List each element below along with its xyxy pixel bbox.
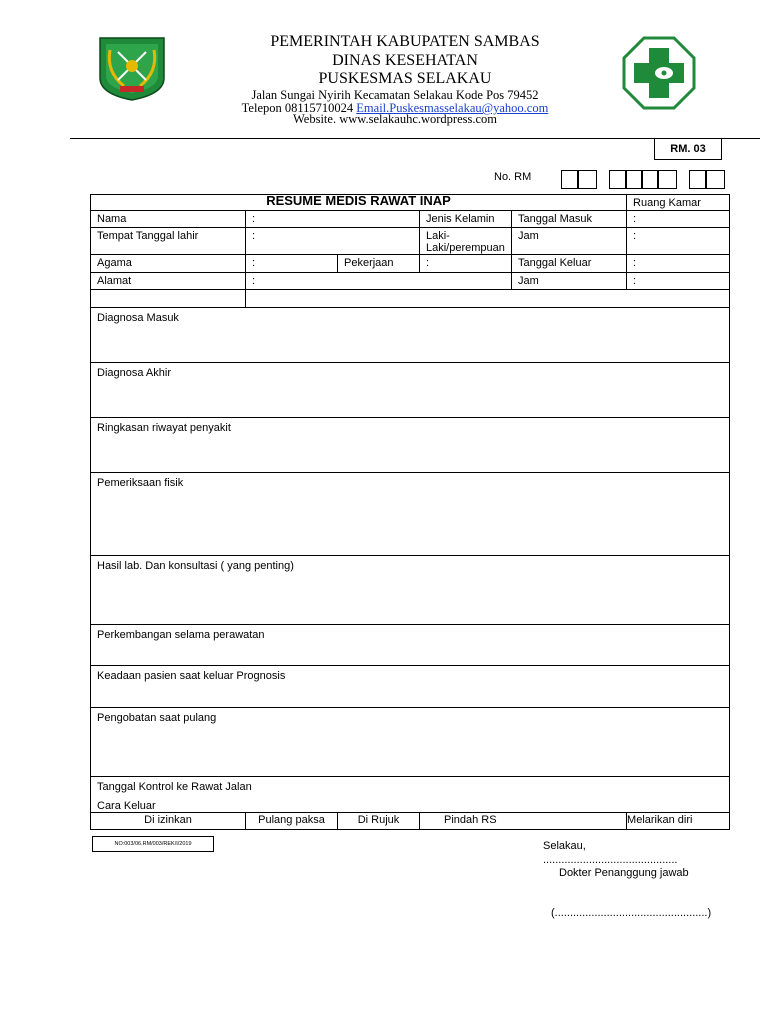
regency-emblem-icon [96,34,168,102]
tanggal-keluar-field[interactable]: : [627,255,730,273]
riwayat-penyakit-section[interactable]: Ringkasan riwayat penyakit [91,418,730,473]
header-email-link[interactable]: Email.Puskesmasselakau@yahoo.com [356,101,549,115]
diagnosa-masuk-section[interactable]: Diagnosa Masuk [91,308,730,363]
header-address: Jalan Sungai Nyirih Kecamatan Selakau Kode Pos 79452 [251,88,539,102]
pekerjaan-label: Pekerjaan [338,255,420,273]
rm-digit-box[interactable] [657,170,677,189]
perkembangan-section[interactable]: Perkembangan selama perawatan [91,625,730,666]
signature-name-line[interactable]: (..................................................) [551,907,712,919]
blank-cell[interactable] [246,290,730,308]
signature-role: Dokter Penanggung jawab [559,867,689,879]
cara-keluar-label: Cara Keluar [97,800,156,812]
header-department: DINAS KESEHATAN [332,52,478,69]
gender-option-line2: Laki/perempuan [426,242,505,254]
jam-keluar-field[interactable]: : [627,273,730,290]
signature-date-line[interactable]: ............................................ [543,854,678,866]
header-puskesmas: PUSKESMAS SELAKAU [318,70,492,87]
option-melarikan-diri[interactable]: Melarikan diri [627,813,730,830]
puskesmas-logo-icon [622,36,696,110]
tempat-tanggal-lahir-field[interactable]: : [246,228,420,255]
tanggal-masuk-field[interactable]: : [627,211,730,228]
rm-code-badge: RM. 03 [654,138,722,160]
rm-digit-box[interactable] [705,170,725,189]
tanggal-keluar-label: Tanggal Keluar [512,255,627,273]
agama-label: Agama [91,255,246,273]
jam-keluar-label: Jam [512,273,627,290]
kontrol-cara-keluar-section[interactable] [91,777,730,813]
jam-masuk-field[interactable]: : [627,228,730,255]
tempat-tanggal-lahir-label: Tempat Tanggal lahir [91,228,246,255]
header-phone: Telepon 08115710024 [241,101,354,115]
keadaan-keluar-section[interactable]: Keadaan pasien saat keluar Prognosis [91,666,730,708]
option-pindah-rs[interactable]: Pindah RS [420,813,627,830]
option-pulang-paksa[interactable]: Pulang paksa [246,813,338,830]
rm-digit-box[interactable] [577,170,597,189]
medical-resume-form [90,194,730,830]
gender-option-line1: Laki- [426,230,450,242]
jenis-kelamin-label: Jenis Kelamin [420,211,512,228]
ruang-kamar-label: Ruang Kamar [627,195,730,211]
alamat-field[interactable]: : [246,273,512,290]
tanggal-masuk-label: Tanggal Masuk [512,211,627,228]
agama-field[interactable]: : [246,255,338,273]
option-di-izinkan[interactable]: Di izinkan [91,813,246,830]
tanggal-kontrol-label: Tanggal Kontrol ke Rawat Jalan [97,781,252,793]
option-di-rujuk[interactable]: Di Rujuk [338,813,420,830]
blank-cell[interactable] [91,290,246,308]
signature-place: Selakau, [543,840,586,852]
document-number-stamp: NO:003/06.RM/003/REK/I/2019 [92,836,214,852]
diagnosa-akhir-section[interactable]: Diagnosa Akhir [91,363,730,418]
header-website: Website. www.selakauhc.wordpress.com [292,112,498,126]
jam-masuk-label: Jam [512,228,627,255]
pemeriksaan-fisik-section[interactable]: Pemeriksaan fisik [91,473,730,556]
pengobatan-pulang-section[interactable]: Pengobatan saat pulang [91,708,730,777]
alamat-label: Alamat [91,273,246,290]
gender-options[interactable] [420,228,512,255]
hasil-lab-section[interactable]: Hasil lab. Dan konsultasi ( yang penting) [91,556,730,625]
header-government: PEMERINTAH KABUPATEN SAMBAS [270,33,540,50]
form-title: RESUME MEDIS RAWAT INAP [91,195,627,211]
no-rm-label: No. RM [494,171,532,183]
pekerjaan-field[interactable]: : [420,255,512,273]
nama-label: Nama [91,211,246,228]
nama-field[interactable]: : [246,211,420,228]
